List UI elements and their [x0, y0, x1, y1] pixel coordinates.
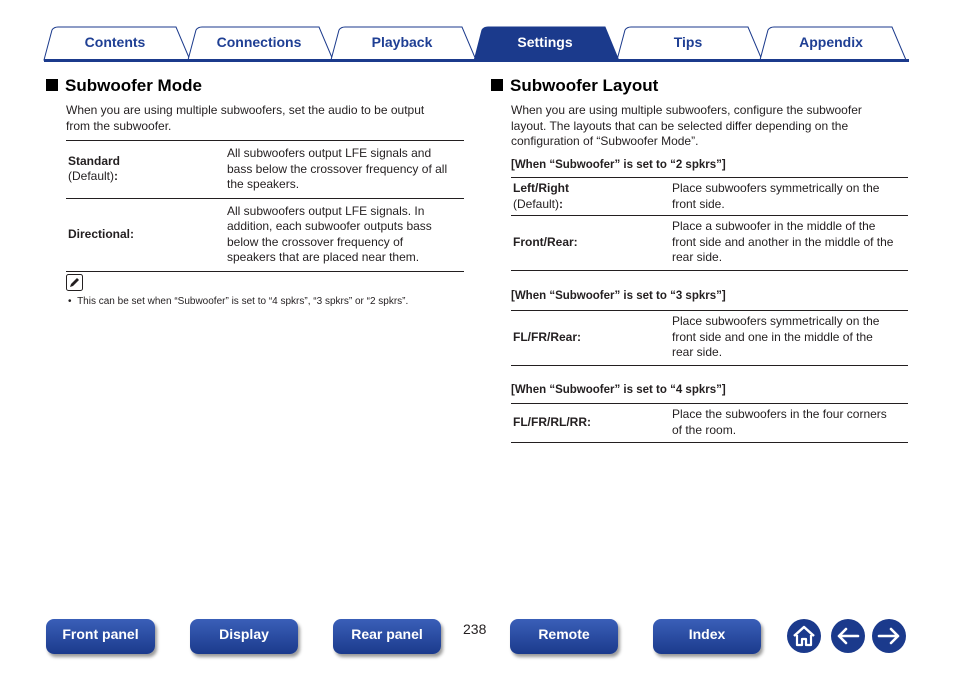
- table-row: [511, 178, 908, 216]
- tab-playback-label: Playback: [371, 34, 433, 50]
- subwoofer-mode-heading-text: Subwoofer Mode: [65, 76, 202, 95]
- intro-line: from the subwoofer.: [66, 118, 172, 133]
- desc-line: All subwoofers output LFE signals. In: [227, 203, 425, 218]
- heading-square-icon: [46, 79, 58, 91]
- tab-settings[interactable]: [476, 27, 614, 60]
- note-bullet-text: This can be set when “Subwoofer” is set to “4 spkrs”, “3 spkrs” or “2 spkrs”.: [77, 296, 409, 307]
- table-desc: [670, 216, 908, 271]
- desc-line: rear side.: [672, 250, 723, 264]
- tab-contents[interactable]: [46, 27, 184, 60]
- two-spkrs-table: [511, 177, 908, 271]
- intro-line: layout. The layouts that can be selected differ depending on the: [511, 118, 849, 133]
- desc-line: Place the subwoofers in the four corners: [672, 407, 887, 421]
- four-spkrs-table: [511, 403, 908, 443]
- tab-contents-label: Contents: [84, 34, 146, 50]
- subwoofer-mode-intro: [66, 103, 424, 134]
- three-spkrs-table: [511, 310, 908, 366]
- table-row: [511, 404, 908, 443]
- table-row: [511, 216, 908, 271]
- table-key: Directional:: [68, 226, 135, 241]
- intro-line: When you are using multiple subwoofers, configure the subwoofer: [511, 103, 862, 117]
- desc-line: Place a subwoofer in the middle of the: [672, 219, 876, 233]
- desc-line: front side and another in the middle of the: [672, 234, 894, 249]
- table-row: [66, 141, 464, 199]
- four-spkrs-subheading: [When “Subwoofer” is set to “4 spkrs”]: [511, 384, 726, 396]
- desc-line: front side and one in the middle of the: [672, 329, 873, 344]
- tab-connections[interactable]: [190, 27, 328, 60]
- desc-line: front side.: [672, 196, 725, 211]
- table-desc: [225, 141, 464, 199]
- key-label: Left/Right: [513, 181, 569, 195]
- arrow-right-icon[interactable]: [871, 618, 907, 654]
- display-button[interactable]: Display: [190, 619, 298, 654]
- desc-line: bass below the crossover frequency of all: [227, 161, 448, 176]
- pencil-note-icon: [66, 274, 83, 291]
- tab-appendix[interactable]: [762, 27, 900, 60]
- desc-line: of the room.: [672, 422, 737, 437]
- desc-line: speakers that are placed near them.: [227, 250, 420, 264]
- desc-line: All subwoofers output LFE signals and: [227, 146, 432, 160]
- table-key: [66, 141, 225, 199]
- table-desc: [670, 178, 908, 216]
- desc-line: Place subwoofers symmetrically on the: [672, 314, 880, 328]
- desc-line: addition, each subwoofer outputs bass: [227, 219, 432, 233]
- key-default: (Default): [68, 169, 115, 184]
- tab-bar: [0, 0, 954, 64]
- index-button[interactable]: Index: [653, 619, 761, 654]
- page-number: 238: [463, 621, 487, 637]
- rear-panel-button[interactable]: Rear panel: [333, 619, 441, 654]
- tab-settings-label: Settings: [517, 34, 573, 50]
- intro-line: configuration of “Subwoofer Mode”.: [511, 134, 699, 148]
- tab-playback[interactable]: [333, 27, 471, 60]
- table-desc: [670, 311, 908, 366]
- key-default: (Default): [513, 196, 560, 211]
- table-row: [66, 198, 464, 271]
- arrow-left-icon[interactable]: [830, 618, 866, 654]
- tab-tips-label: Tips: [673, 34, 703, 50]
- desc-line: below the crossover frequency of: [227, 234, 404, 249]
- intro-line: When you are using multiple subwoofers, set the audio to be output: [66, 103, 425, 117]
- three-spkrs-subheading: [When “Subwoofer” is set to “3 spkrs”]: [511, 290, 726, 302]
- key-colon: :: [559, 196, 564, 211]
- table-desc: [225, 198, 464, 271]
- front-panel-button[interactable]: Front panel: [46, 619, 155, 654]
- note-text: • This can be set when “Subwoofer” is set to “4 spkrs”, “3 spkrs” or “2 spkrs”.: [68, 296, 409, 307]
- subwoofer-layout-heading-text: Subwoofer Layout: [510, 76, 659, 95]
- table-key: FL/FR/Rear:: [513, 329, 582, 344]
- desc-line: the speakers.: [227, 177, 300, 191]
- table-key: FL/FR/RL/RR:: [513, 414, 591, 429]
- tab-appendix-label: Appendix: [799, 34, 863, 50]
- table-row: [511, 311, 908, 366]
- table-key: [511, 178, 670, 216]
- key-colon: :: [114, 169, 119, 184]
- table-key: Front/Rear:: [513, 234, 578, 249]
- table-desc: [670, 404, 908, 443]
- remote-button[interactable]: Remote: [510, 619, 618, 654]
- subwoofer-layout-intro: [511, 103, 862, 150]
- subwoofer-mode-table: [66, 140, 464, 272]
- desc-line: Place subwoofers symmetrically on the: [672, 181, 880, 195]
- home-icon[interactable]: [786, 618, 822, 654]
- desc-line: rear side.: [672, 345, 723, 359]
- subwoofer-layout-heading: [491, 76, 658, 96]
- two-spkrs-subheading: [When “Subwoofer” is set to “2 spkrs”]: [511, 159, 726, 171]
- tab-connections-label: Connections: [216, 34, 302, 50]
- key-label: Standard: [68, 153, 121, 168]
- tab-tips[interactable]: [619, 27, 757, 60]
- subwoofer-mode-heading: [46, 76, 202, 96]
- heading-square-icon: [491, 79, 503, 91]
